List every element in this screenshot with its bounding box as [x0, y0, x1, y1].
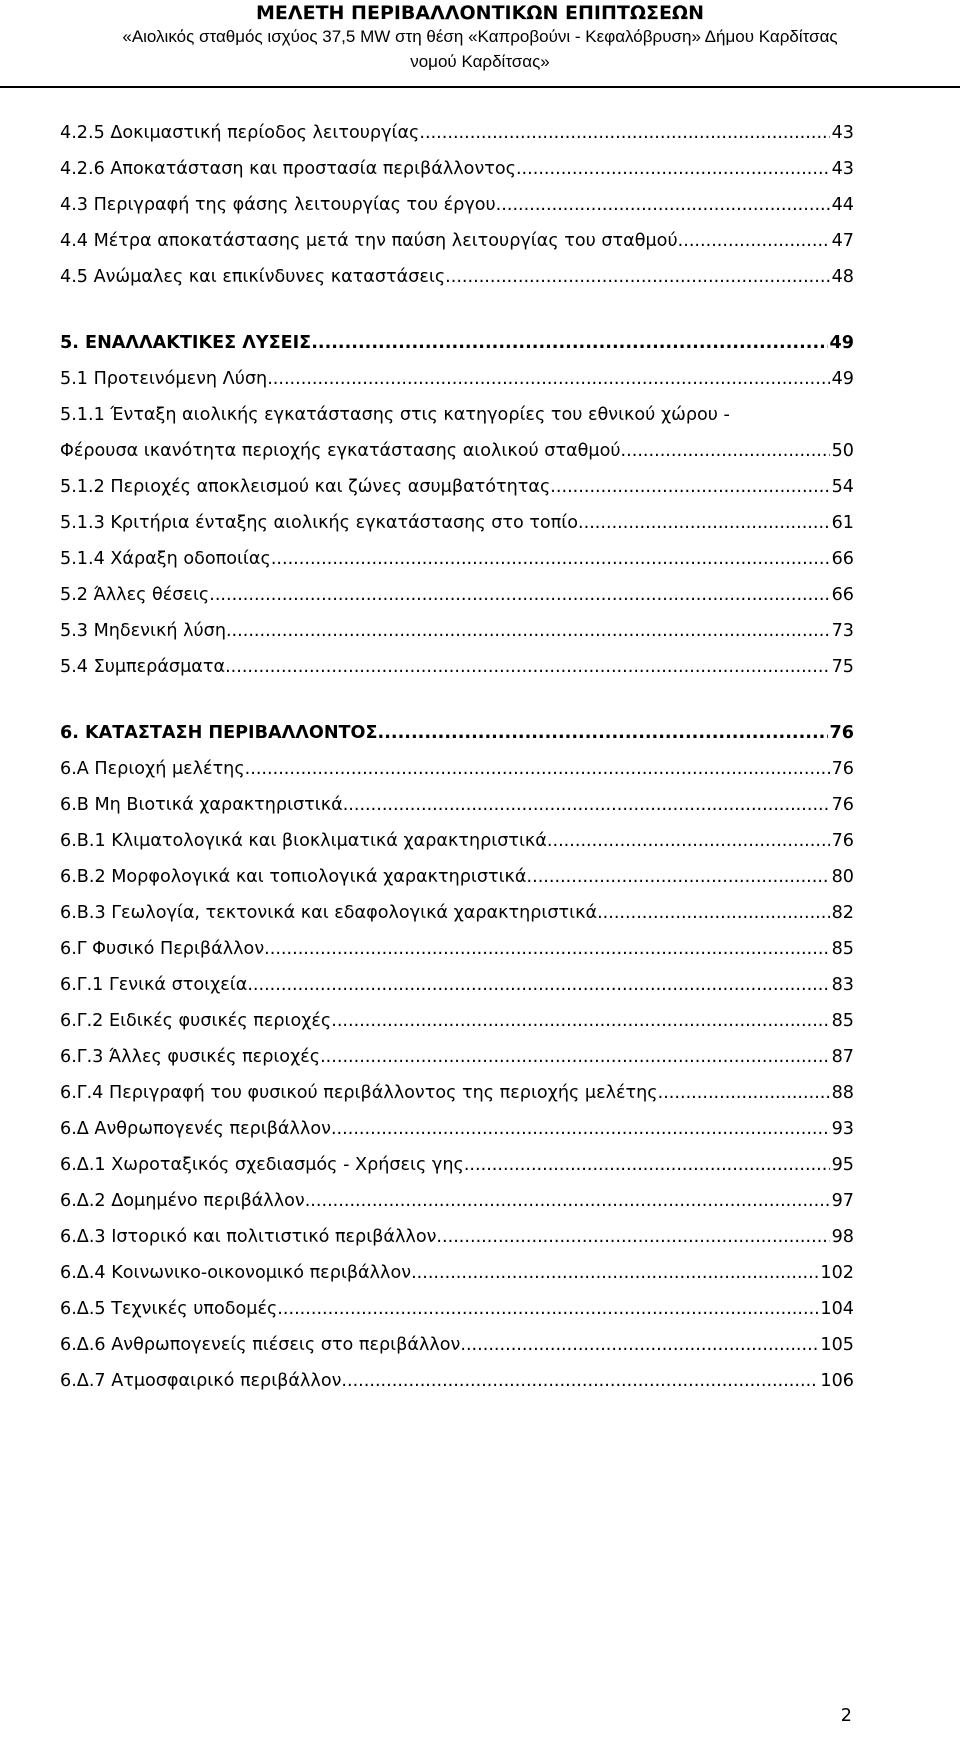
document-title: ΜΕΛΕΤΗ ΠΕΡΙΒΑΛΛΟΝΤΙΚΩΝ ΕΠΙΠΤΩΣΕΩΝ: [256, 2, 704, 24]
toc-entry-page: 66: [831, 549, 854, 569]
toc-entry-label: 6.Γ.1 Γενικά στοιχεία: [60, 975, 248, 995]
toc-entry-label: 6.Β.1 Κλιματολογικά και βιοκλιματικά χαρακτηριστικά: [60, 831, 547, 851]
toc-entry-page: 54: [831, 477, 854, 497]
toc-entry-label: 4.3 Περιγραφή της φάσης λειτουργίας του έργου: [60, 195, 496, 215]
toc-entry-page: 43: [831, 123, 854, 143]
toc-entry-label: 6.Γ.2 Ειδικές φυσικές περιοχές: [60, 1011, 332, 1031]
toc-entry[interactable]: [60, 585, 854, 621]
toc-entry[interactable]: [60, 795, 854, 831]
toc-entry-page: 49: [829, 333, 854, 353]
toc-entry[interactable]: [60, 657, 854, 693]
toc-leader-dots: [621, 441, 830, 461]
toc-entry[interactable]: [60, 831, 854, 867]
toc-entry[interactable]: [60, 513, 854, 549]
toc-entry[interactable]: [60, 549, 854, 585]
toc-entry-label: 6.Δ.5 Τεχνικές υποδομές: [60, 1299, 278, 1319]
toc-entry-page: 76: [829, 723, 854, 743]
toc-entry[interactable]: [60, 231, 854, 267]
toc-entry-label: 6. ΚΑΤΑΣΤΑΣΗ ΠΕΡΙΒΑΛΛΟΝΤΟΣ: [60, 723, 378, 743]
toc-entry-page: 98: [831, 1227, 854, 1247]
toc-leader-dots: [419, 123, 829, 143]
toc-entry[interactable]: [60, 1011, 854, 1047]
toc-entry-label: 6.Δ.1 Χωροταξικός σχεδιασμός - Χρήσεις γης: [60, 1155, 464, 1175]
toc-entry-continuation[interactable]: [60, 441, 854, 477]
toc-entry-page: 48: [831, 267, 854, 287]
toc-leader-dots: [264, 939, 829, 959]
toc-leader-dots: [496, 195, 830, 215]
toc-chapter-entry[interactable]: [60, 333, 854, 369]
toc-entry-page: 50: [831, 441, 854, 461]
header-divider: [0, 86, 960, 88]
toc-entry-label: 5.1.1 Ένταξη αιολικής εγκατάστασης στις κατηγορίες του εθνικού χώρου -: [60, 405, 730, 425]
toc-entry-label: 5.2 Άλλες θέσεις: [60, 585, 210, 605]
toc-entry[interactable]: [60, 759, 854, 795]
toc-entry-label: 4.5 Ανώμαλες και επικίνδυνες καταστάσεις: [60, 267, 446, 287]
toc-chapter-entry[interactable]: [60, 723, 854, 759]
toc-entry-page: 85: [831, 1011, 854, 1031]
toc-entry-label: 6.Β.3 Γεωλογία, τεκτονικά και εδαφολογικά χαρακτηριστικά: [60, 903, 598, 923]
toc-entry-page: 76: [831, 759, 854, 779]
toc-entry[interactable]: [60, 1227, 854, 1263]
toc-leader-dots: [209, 585, 829, 605]
toc-leader-dots: [267, 369, 829, 389]
toc-entry-label: 5.1.3 Κριτήρια ένταξης αιολικής εγκατάστασης στο τοπίο: [60, 513, 579, 533]
toc-entry-page: 85: [831, 939, 854, 959]
toc-leader-dots: [411, 1263, 818, 1283]
toc-entry[interactable]: [60, 1155, 854, 1191]
toc-entry-first-line[interactable]: [60, 405, 854, 441]
toc-entry-page: 80: [831, 867, 854, 887]
toc-entry-page: 104: [820, 1299, 854, 1319]
toc-entry-label: 6.Γ Φυσικό Περιβάλλον: [60, 939, 265, 959]
toc-entry[interactable]: [60, 1371, 854, 1407]
toc-entry-label: 5.3 Μηδενική λύση: [60, 621, 226, 641]
document-subtitle-line1: «Αιολικός σταθμός ισχύος 37,5 MW στη θέση «Καπροβούνι - Κεφαλόβρυση» Δήμου Καρδίτσας: [122, 27, 838, 46]
toc-entry[interactable]: [60, 123, 854, 159]
toc-entry-label: 4.2.5 Δοκιμαστική περίοδος λειτουργίας: [60, 123, 420, 143]
toc-entry-label: 5.1.4 Χάραξη οδοποιίας: [60, 549, 271, 569]
toc-entry-page: 95: [831, 1155, 854, 1175]
toc-leader-dots: [460, 1335, 818, 1355]
toc-leader-dots: [378, 723, 828, 743]
page-number: 2: [840, 1706, 852, 1726]
toc-entry[interactable]: [60, 477, 854, 513]
toc-leader-dots: [678, 231, 830, 251]
toc-entry-label: 6.Β Μη Βιοτικά χαρακτηριστικά: [60, 795, 343, 815]
toc-entry-page: 75: [831, 657, 854, 677]
toc-leader-dots: [658, 1083, 830, 1103]
toc-entry-page: 44: [831, 195, 854, 215]
toc-entry-page: 87: [831, 1047, 854, 1067]
toc-entry[interactable]: [60, 159, 854, 195]
page-header: [0, 0, 960, 74]
toc-entry-page: 102: [820, 1263, 854, 1283]
toc-entry-page: 88: [831, 1083, 854, 1103]
toc-entry-page: 93: [831, 1119, 854, 1139]
toc-entry-label: 6.Δ Ανθρωπογενές περιβάλλον: [60, 1119, 331, 1139]
toc-leader-dots: [341, 1371, 818, 1391]
toc-entry[interactable]: [60, 267, 854, 303]
toc-entry-label: 5. ΕΝΑΛΛΑΚΤΙΚΕΣ ΛΥΣΕΙΣ: [60, 333, 312, 353]
toc-entry[interactable]: [60, 1191, 854, 1227]
toc-entry-page: 66: [831, 585, 854, 605]
toc-entry-label: 6.Δ.3 Ιστορικό και πολιτιστικό περιβάλλον: [60, 1227, 437, 1247]
toc-entry[interactable]: [60, 1335, 854, 1371]
toc-entry[interactable]: [60, 195, 854, 231]
toc-entry-page: 49: [831, 369, 854, 389]
toc-entry-label: 4.2.6 Αποκατάσταση και προστασία περιβάλλοντος: [60, 159, 516, 179]
toc-leader-dots: [311, 333, 827, 353]
toc-entry-label: 5.4 Συμπεράσματα: [60, 657, 226, 677]
toc-entry-label: 6.Γ.4 Περιγραφή του φυσικού περιβάλλοντος της περιοχής μελέτης: [60, 1083, 658, 1103]
toc-entry-page: 76: [831, 831, 854, 851]
toc-entry-label: 6.Δ.2 Δομημένο περιβάλλον: [60, 1191, 305, 1211]
toc-entry-page: 76: [831, 795, 854, 815]
toc-leader-dots: [247, 975, 829, 995]
toc-entry-label: 5.1.2 Περιοχές αποκλεισμού και ζώνες ασυμβατότητας: [60, 477, 551, 497]
toc-entry-page: 73: [831, 621, 854, 641]
toc-leader-dots: [271, 549, 830, 569]
toc-entry-label: 6.Δ.7 Ατμοσφαιρικό περιβάλλον: [60, 1371, 342, 1391]
toc-leader-dots: [527, 867, 830, 887]
toc-entry[interactable]: [60, 1119, 854, 1155]
toc-leader-dots: [597, 903, 830, 923]
toc-entry[interactable]: [60, 1083, 854, 1119]
toc-entry[interactable]: [60, 369, 854, 405]
toc-leader-dots: [226, 621, 830, 641]
toc-leader-dots: [516, 159, 830, 179]
toc-leader-dots: [331, 1119, 830, 1139]
table-of-contents: [60, 123, 854, 1407]
toc-entry[interactable]: [60, 1263, 854, 1299]
toc-entry-page: 83: [831, 975, 854, 995]
toc-leader-dots: [436, 1227, 829, 1247]
toc-entry-label: 6.Β.2 Μορφολογικά και τοπιολογικά χαρακτηριστικά: [60, 867, 527, 887]
toc-leader-dots: [225, 657, 830, 677]
toc-entry[interactable]: [60, 903, 854, 939]
toc-entry[interactable]: [60, 939, 854, 975]
toc-entry-page: 105: [820, 1335, 854, 1355]
toc-entry-label: 6.Δ.6 Ανθρωπογενείς πιέσεις στο περιβάλλον: [60, 1335, 461, 1355]
toc-entry-label-continuation: Φέρουσα ικανότητα περιοχής εγκατάστασης αιολικού σταθμού: [60, 441, 621, 461]
toc-leader-dots: [547, 831, 830, 851]
toc-entry[interactable]: [60, 867, 854, 903]
toc-entry[interactable]: [60, 1047, 854, 1083]
toc-entry-label: 5.1 Προτεινόμενη Λύση: [60, 369, 268, 389]
toc-entry-page: 82: [831, 903, 854, 923]
toc-entry-label: 4.4 Μέτρα αποκατάστασης μετά την παύση λειτουργίας του σταθμού: [60, 231, 678, 251]
toc-entry-page: 47: [831, 231, 854, 251]
toc-leader-dots: [578, 513, 830, 533]
toc-entry-label: 6.Γ.3 Άλλες φυσικές περιοχές: [60, 1047, 321, 1067]
toc-leader-dots: [343, 795, 830, 815]
toc-leader-dots: [277, 1299, 818, 1319]
toc-entry[interactable]: [60, 621, 854, 657]
section-gap: [60, 693, 854, 723]
toc-leader-dots: [305, 1191, 830, 1211]
toc-entry-page: 106: [820, 1371, 854, 1391]
toc-entry-label: 6.Α Περιοχή μελέτης: [60, 759, 245, 779]
toc-entry-page: 97: [831, 1191, 854, 1211]
document-subtitle-line2: νομού Καρδίτσας»: [410, 52, 550, 71]
toc-entry-page: 43: [831, 159, 854, 179]
toc-entry-label: 6.Δ.4 Κοινωνικο-οικονομικό περιβάλλον: [60, 1263, 412, 1283]
toc-leader-dots: [245, 759, 830, 779]
toc-leader-dots: [464, 1155, 830, 1175]
toc-leader-dots: [445, 267, 829, 287]
toc-leader-dots: [320, 1047, 830, 1067]
section-gap: [60, 303, 854, 333]
toc-leader-dots: [550, 477, 829, 497]
toc-leader-dots: [331, 1011, 829, 1031]
toc-entry-page: 61: [831, 513, 854, 533]
toc-entry[interactable]: [60, 975, 854, 1011]
toc-entry[interactable]: [60, 1299, 854, 1335]
